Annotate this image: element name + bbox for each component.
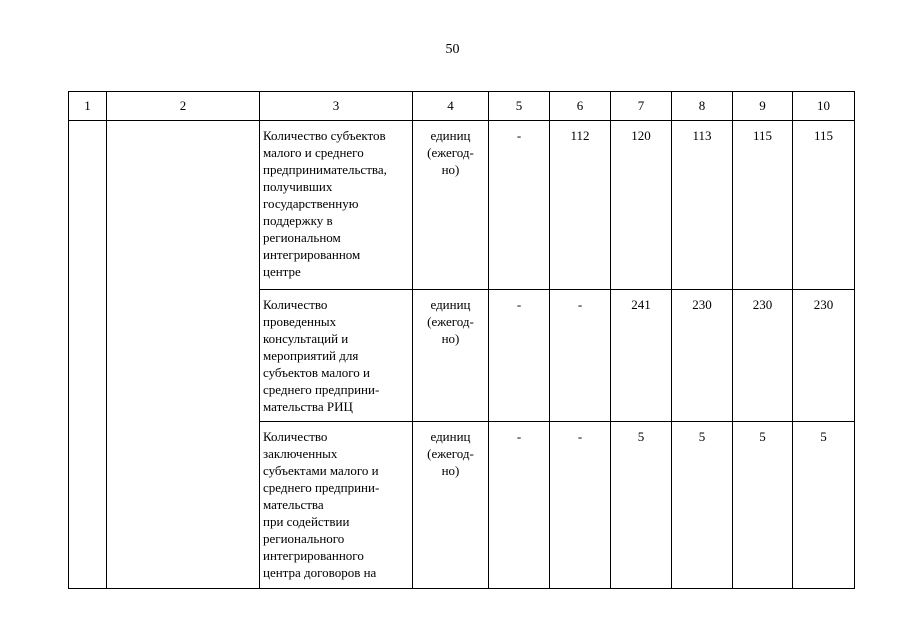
value-cell: 5 bbox=[793, 422, 855, 589]
unit-line: но) bbox=[441, 463, 460, 478]
value-cell: - bbox=[550, 290, 611, 422]
indicator-line: среднего предприни- bbox=[263, 382, 380, 397]
value-cell: 115 bbox=[733, 121, 793, 290]
value-cell: 5 bbox=[733, 422, 793, 589]
indicator-line: государственную bbox=[263, 196, 359, 211]
indicator-line: предпринимательства, bbox=[263, 162, 387, 177]
value-cell: - bbox=[550, 422, 611, 589]
column-header: 4 bbox=[413, 92, 489, 121]
col1-merged-cell bbox=[69, 121, 107, 589]
value-cell: 230 bbox=[733, 290, 793, 422]
indicator-line: регионального bbox=[263, 531, 345, 546]
indicator-line: интегрированного bbox=[263, 548, 364, 563]
indicator-line: мательства РИЦ bbox=[263, 399, 353, 414]
table-header-row bbox=[69, 92, 855, 121]
indicator-line: консультаций и bbox=[263, 331, 349, 346]
indicator-line: малого и среднего bbox=[263, 145, 364, 160]
value-cell: - bbox=[489, 121, 550, 290]
column-header: 1 bbox=[69, 92, 107, 121]
column-header: 2 bbox=[107, 92, 260, 121]
value-cell: 115 bbox=[793, 121, 855, 290]
value-cell: 241 bbox=[611, 290, 672, 422]
indicator-line: интегрированном bbox=[263, 247, 361, 262]
value-cell: 112 bbox=[550, 121, 611, 290]
col2-merged-cell bbox=[107, 121, 260, 589]
column-header: 10 bbox=[793, 92, 855, 121]
unit-cell bbox=[413, 422, 489, 589]
data-table bbox=[68, 91, 855, 589]
indicator-line: при содействии bbox=[263, 514, 350, 529]
indicator-line: заключенных bbox=[263, 446, 338, 461]
page-number: 50 bbox=[445, 42, 460, 57]
indicator-cell bbox=[260, 422, 413, 589]
unit-cell bbox=[413, 121, 489, 290]
indicator-line: Количество bbox=[263, 429, 328, 444]
indicator-cell bbox=[260, 290, 413, 422]
value-cell: 230 bbox=[672, 290, 733, 422]
indicator-line: проведенных bbox=[263, 314, 337, 329]
table-row bbox=[69, 121, 855, 290]
column-header: 3 bbox=[260, 92, 413, 121]
value-cell: 230 bbox=[793, 290, 855, 422]
indicator-line: среднего предприни- bbox=[263, 480, 380, 495]
unit-line: единиц bbox=[430, 297, 471, 312]
unit-line: (ежегод- bbox=[427, 145, 474, 160]
value-cell: 5 bbox=[611, 422, 672, 589]
value-cell: - bbox=[489, 290, 550, 422]
column-header: 7 bbox=[611, 92, 672, 121]
unit-cell bbox=[413, 290, 489, 422]
unit-line: (ежегод- bbox=[427, 314, 474, 329]
unit-line: но) bbox=[441, 162, 460, 177]
indicator-line: субъектов малого и bbox=[263, 365, 370, 380]
indicator-line: Количество bbox=[263, 297, 328, 312]
indicator-line: поддержку в bbox=[263, 213, 333, 228]
column-header: 6 bbox=[550, 92, 611, 121]
indicator-line: мательства bbox=[263, 497, 324, 512]
indicator-line: мероприятий для bbox=[263, 348, 359, 363]
indicator-line: центра договоров на bbox=[263, 565, 377, 580]
unit-line: единиц bbox=[430, 128, 471, 143]
unit-line: (ежегод- bbox=[427, 446, 474, 461]
indicator-line: региональном bbox=[263, 230, 341, 245]
value-cell: - bbox=[489, 422, 550, 589]
indicator-line: получивших bbox=[263, 179, 333, 194]
column-header: 8 bbox=[672, 92, 733, 121]
value-cell: 113 bbox=[672, 121, 733, 290]
indicator-line: Количество субъектов bbox=[263, 128, 386, 143]
indicator-cell bbox=[260, 121, 413, 290]
column-header: 5 bbox=[489, 92, 550, 121]
value-cell: 5 bbox=[672, 422, 733, 589]
unit-line: но) bbox=[441, 331, 460, 346]
unit-line: единиц bbox=[430, 429, 471, 444]
indicator-line: субъектами малого и bbox=[263, 463, 379, 478]
value-cell: 120 bbox=[611, 121, 672, 290]
indicator-line: центре bbox=[263, 264, 301, 279]
column-header: 9 bbox=[733, 92, 793, 121]
